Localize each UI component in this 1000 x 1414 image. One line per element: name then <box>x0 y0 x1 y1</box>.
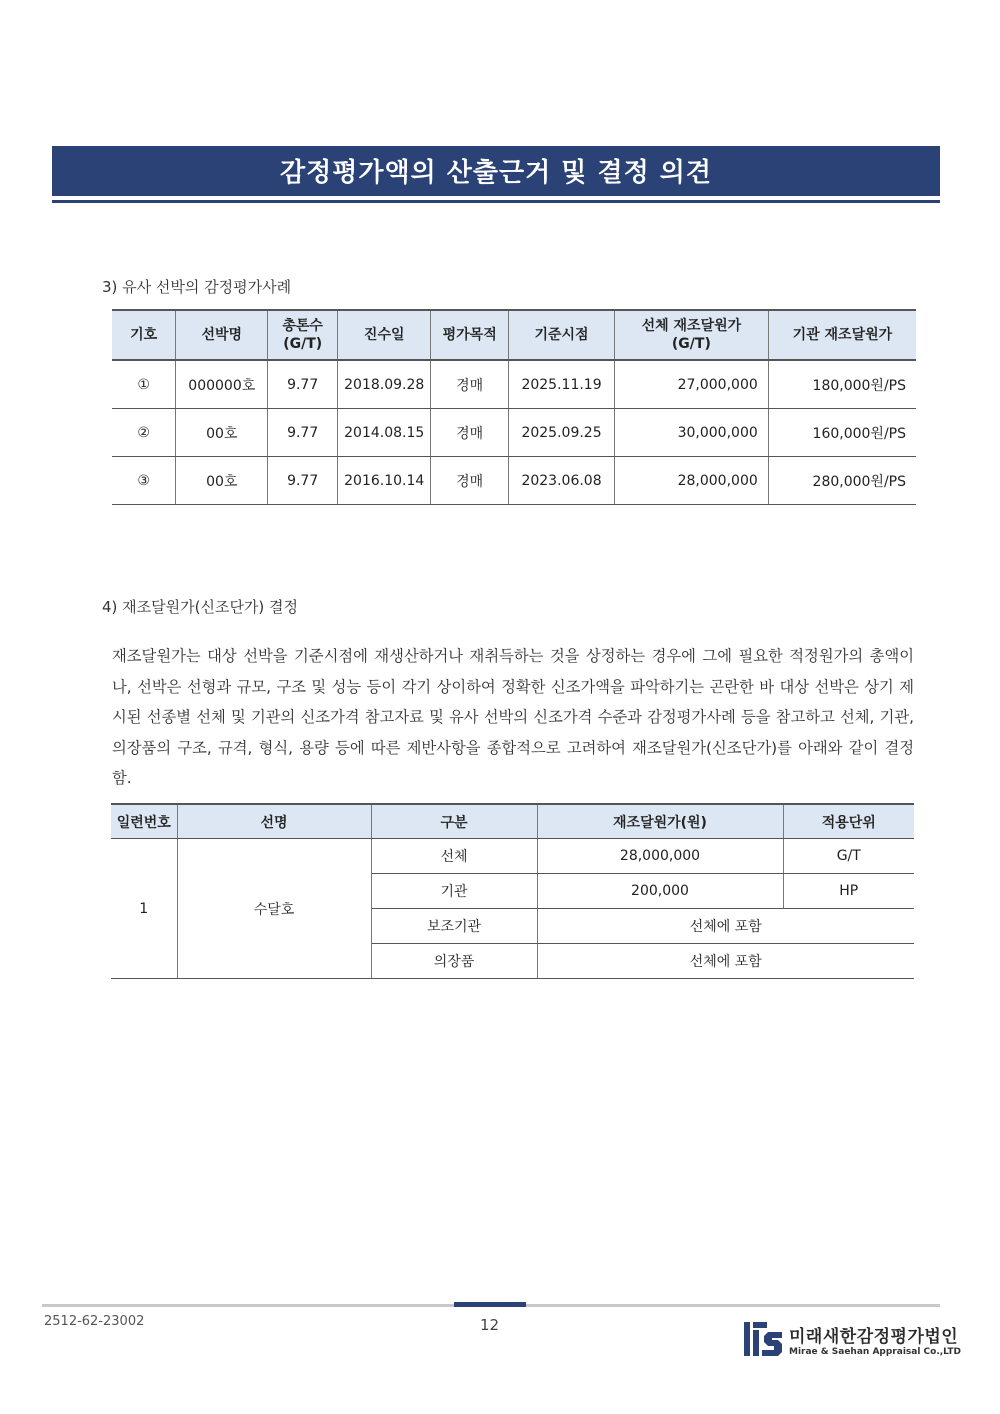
table-row <box>112 457 916 505</box>
row-mark: ③ <box>112 457 176 505</box>
row-merged-note: 선체에 포함 <box>537 909 914 944</box>
replacement-cost-table <box>111 803 914 979</box>
row-tonnage: 9.77 <box>268 457 338 505</box>
table-header-row <box>111 804 914 839</box>
company-name-english: Mirae & Saehan Appraisal Co.,LTD <box>789 1347 962 1357</box>
row-launch-date: 2016.10.14 <box>338 457 431 505</box>
row-base-date: 2025.09.25 <box>509 409 615 457</box>
page-title: 감정평가액의 산출근거 및 결정 의견 <box>280 158 712 188</box>
row-merged-note: 선체에 포함 <box>537 944 914 979</box>
page-title-banner <box>52 146 940 196</box>
section-3-title: 3) 유사 선박의 감정평가사례 <box>102 278 292 296</box>
company-logo-icon <box>742 1318 784 1360</box>
row-category: 보조기관 <box>371 909 537 944</box>
title-underline <box>52 200 940 203</box>
col-header-cost: 재조달원가(원) <box>537 804 783 839</box>
row-purpose: 경매 <box>431 409 509 457</box>
row-category: 선체 <box>371 839 537 874</box>
col-header-base-date: 기준시점 <box>509 310 615 360</box>
row-ship-name: 수달호 <box>177 839 371 979</box>
row-cost: 200,000 <box>537 874 783 909</box>
row-base-date: 2023.06.08 <box>509 457 615 505</box>
similar-ship-appraisal-table <box>112 309 916 505</box>
col-header-launch-date: 진수일 <box>338 310 431 360</box>
row-ship-name: 00호 <box>176 409 268 457</box>
row-purpose: 경매 <box>431 360 509 409</box>
col-header-mark: 기호 <box>112 310 176 360</box>
col-header-engine-cost: 기관 재조달원가 <box>768 310 916 360</box>
row-cost: 28,000,000 <box>537 839 783 874</box>
row-hull-cost: 30,000,000 <box>615 409 769 457</box>
row-category: 기관 <box>371 874 537 909</box>
row-engine-cost: 280,000원/PS <box>768 457 916 505</box>
row-launch-date: 2018.09.28 <box>338 360 431 409</box>
table-header-row <box>112 310 916 360</box>
col-header-category: 구분 <box>371 804 537 839</box>
document-code: 2512-62-23002 <box>44 1314 145 1329</box>
replacement-cost-paragraph: 재조달원가는 대상 선박을 기준시점에 재생산하거나 재취득하는 것을 상정하는 경우에 그에 필요한 적정원가의 총액이나, 선박은 선형과 규모, 구조 및 성능 등이 각기 상이하여 정확한 신조가액을 파악하기는 곤란한 바 대상 선박은 상기 제시된 선종별 선체 및 기관의 신조가격 참고자료 및 유사 선박의 신조가격 수준과 감정평가사례 등을 참고하고 선체, 기관, 의장품의 구조, 규격, 형식, 용량 등에 따른 제반사항을 종합적으로 고려하여 재조달원가(신조단가)를 아래와 같이 결정함. <box>112 647 914 787</box>
footer-divider-accent <box>454 1302 526 1307</box>
col-header-hull-cost: 선체 재조달원가 (G/T) <box>615 310 769 360</box>
row-hull-cost: 28,000,000 <box>615 457 769 505</box>
col-header-ship-name: 선명 <box>177 804 371 839</box>
table-row <box>112 360 916 409</box>
row-engine-cost: 160,000원/PS <box>768 409 916 457</box>
row-tonnage: 9.77 <box>268 409 338 457</box>
col-header-purpose: 평가목적 <box>431 310 509 360</box>
table-row <box>112 409 916 457</box>
row-tonnage: 9.77 <box>268 360 338 409</box>
row-serial: 1 <box>111 839 177 979</box>
col-header-tonnage: 총톤수 (G/T) <box>268 310 338 360</box>
row-unit: HP <box>783 874 914 909</box>
table-row <box>111 839 914 874</box>
col-header-serial: 일련번호 <box>111 804 177 839</box>
row-mark: ② <box>112 409 176 457</box>
row-purpose: 경매 <box>431 457 509 505</box>
row-base-date: 2025.11.19 <box>509 360 615 409</box>
row-engine-cost: 180,000원/PS <box>768 360 916 409</box>
row-ship-name: 00호 <box>176 457 268 505</box>
row-category: 의장품 <box>371 944 537 979</box>
col-header-ship-name: 선박명 <box>176 310 268 360</box>
row-mark: ① <box>112 360 176 409</box>
company-name-korean: 미래새한감정평가법인 <box>789 1327 959 1347</box>
section-4-title: 4) 재조달원가(신조단가) 결정 <box>102 598 299 616</box>
page-number: 12 <box>480 1316 500 1334</box>
row-launch-date: 2014.08.15 <box>338 409 431 457</box>
col-header-unit: 적용단위 <box>783 804 914 839</box>
row-hull-cost: 27,000,000 <box>615 360 769 409</box>
row-ship-name: 000000호 <box>176 360 268 409</box>
row-unit: G/T <box>783 839 914 874</box>
